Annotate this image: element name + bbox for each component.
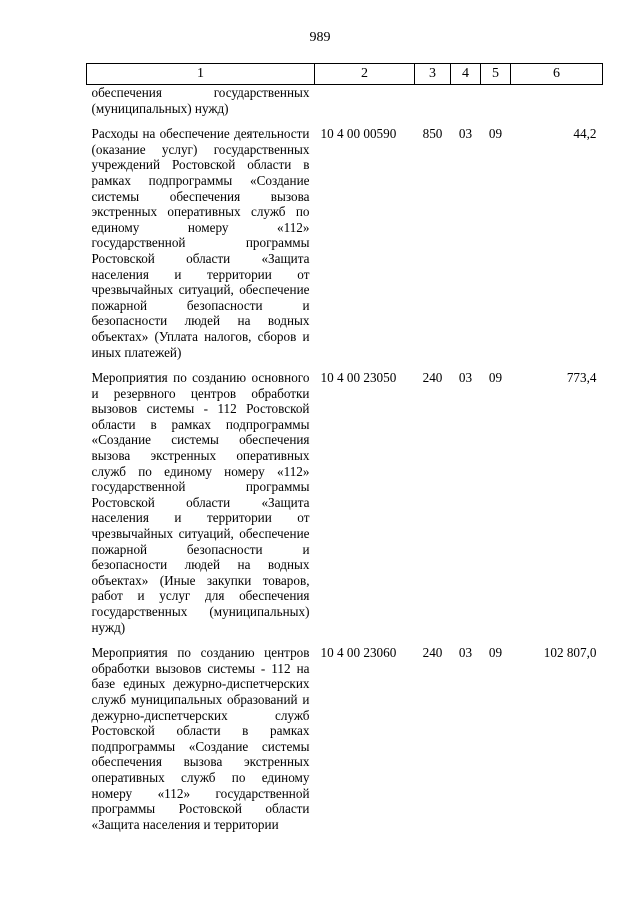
column-header-2: 2 [315, 64, 415, 85]
row-expense-type: 850 [422, 126, 443, 142]
row-section: 03 [458, 126, 473, 142]
row-section: 03 [458, 370, 473, 386]
table-row [87, 645, 603, 842]
table-row [87, 370, 603, 645]
budget-table [86, 63, 603, 842]
row-target-code: 10 4 00 23060 [320, 645, 397, 661]
column-header-5: 5 [481, 64, 511, 85]
row-description: Расходы на обеспечение деятельности (оказание услуг) государственных учреждений Ростовской области в рамках подпрограммы «Создание системы обеспечения вызова экстренных оперативных служб по единому номеру «112» государственной программы Ростовской области «Защита населения и территории от чрезвычайных ситуаций, обеспечение пожарной безопасности и безопасности людей на водных объектах» (Уплата налогов, сборов и иных платежей) [91, 126, 310, 360]
column-header-1: 1 [87, 64, 315, 85]
row-subsection: 09 [488, 126, 503, 142]
column-header-3: 3 [415, 64, 451, 85]
row-description: Мероприятия по созданию основного и резервного центров обработки вызовов системы - 112 Ростовской области в рамках подпрограммы «Создание системы обеспечения вызова экстренных оперативных служб по единому номеру «112» государственной программы Ростовской области «Защита населения и территории от чрезвычайных ситуаций, обеспечение пожарной безопасности и безопасности людей на водных объектах» (Иные закупки товаров, работ и услуг для обеспечения государственных (муниципальных) нужд) [91, 370, 310, 635]
row-section: 03 [458, 645, 473, 661]
table-row [87, 126, 603, 370]
continued-row [87, 85, 603, 127]
row-description: Мероприятия по созданию центров обработки вызовов системы - 112 на базе единых дежурно-диспетчерских служб муниципальных образований и дежурно-диспетчерских служб Ростовской области в рамках подпрограммы «Создание системы обеспечения вызова экстренных оперативных служб по единому номеру «112» государственной программы Ростовской области «Защита населения и территории [91, 645, 310, 832]
row-subsection: 09 [488, 645, 503, 661]
continued-description: обеспечения государственных (муниципальных) нужд) [91, 85, 310, 116]
row-target-code: 10 4 00 23050 [320, 370, 397, 386]
row-amount: 102 807,0 [543, 645, 597, 661]
row-amount: 773,4 [566, 370, 597, 386]
column-header-6: 6 [511, 64, 603, 85]
row-target-code: 10 4 00 00590 [320, 126, 397, 142]
row-expense-type: 240 [422, 645, 443, 661]
row-amount: 44,2 [573, 126, 597, 142]
row-expense-type: 240 [422, 370, 443, 386]
header-row [87, 64, 603, 85]
column-header-4: 4 [451, 64, 481, 85]
row-subsection: 09 [488, 370, 503, 386]
page-number: 989 [309, 30, 331, 45]
